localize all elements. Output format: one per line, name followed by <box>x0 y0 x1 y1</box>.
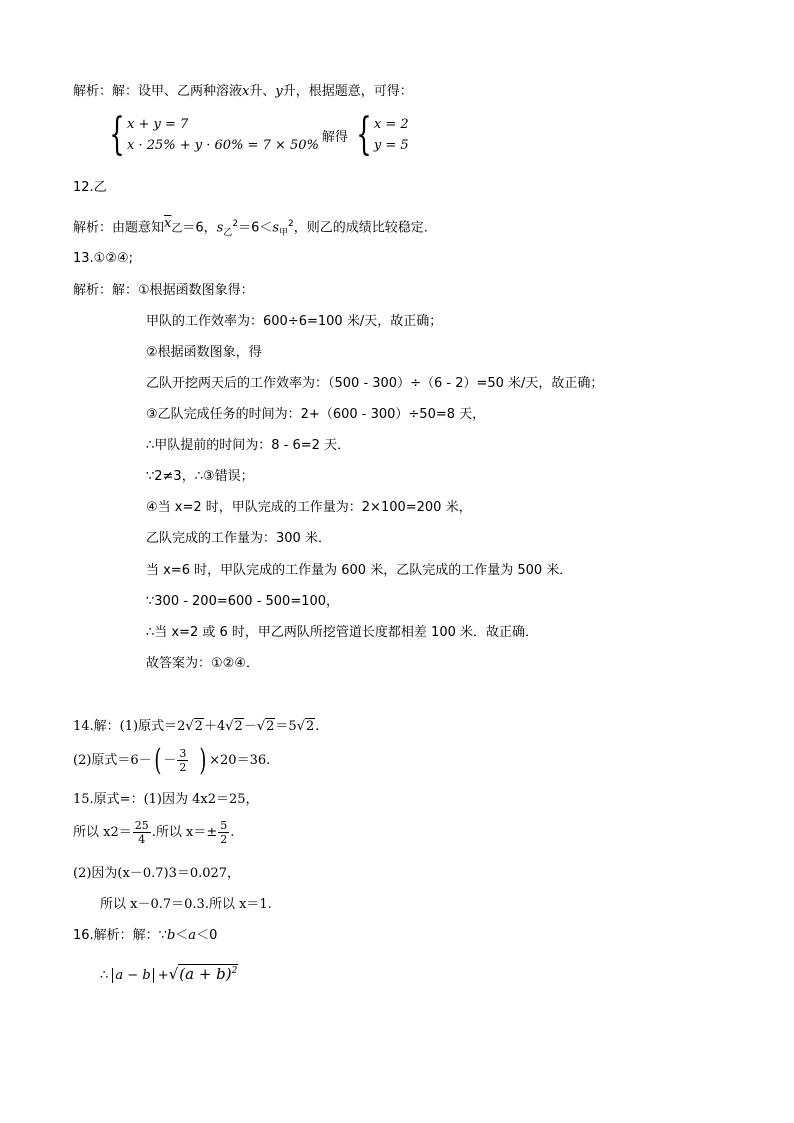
q13-line-8: 乙队完成的工作量为：300 米． <box>146 531 331 546</box>
q14-sqrt-1: √2 <box>185 719 203 734</box>
q14-paren-close: ) <box>199 742 207 778</box>
q11-brace-right: { <box>356 109 372 160</box>
q14-sqrt-3: √2 <box>256 719 275 734</box>
q14-text-e: . <box>315 719 320 734</box>
q12-xbar <box>164 216 171 231</box>
q12-text-c: ＝6＜ <box>238 220 273 236</box>
q13-line-0: 解析：解：①根据函数图象得： <box>73 283 254 298</box>
q13-line-2: ②根据函数图象，得 <box>146 345 262 360</box>
q11-sol1: x = 2 <box>373 117 409 132</box>
q15-line-1: 15.原式=：(1)因为 4x2＝25， <box>73 792 259 807</box>
q13-line-3: 乙队开挖两天后的工作效率为：（500 - 300）÷（6 - 2）=50 米/天，故正确； <box>146 376 604 391</box>
q14-sqrt-4: √2 <box>296 719 315 734</box>
q15-fraction-1 <box>133 819 151 846</box>
q15-line-4: 所以 x－0.7＝0.3.所以 x＝1. <box>100 897 272 912</box>
q13-line-11: ∴当 x=2 或 6 时，甲乙两队所挖管道长度都相差 100 米．故正确． <box>146 625 539 640</box>
q15-frac1-den: 4 <box>138 833 146 846</box>
q15-text-a: 所以 x2＝ <box>73 825 132 840</box>
q11-text-b: 升、 <box>249 84 276 99</box>
q16-plus: + <box>157 968 169 983</box>
q13-line-1: 甲队的工作效率为：600÷6=100 米/天，故正确； <box>146 314 443 329</box>
q14-text-g: ×20＝36. <box>209 753 271 768</box>
q11-text-a: 解析：解：设甲、乙两种溶液 <box>73 84 243 99</box>
q11-solve-label: 解得 <box>321 129 348 145</box>
q11-var-y: y <box>275 84 283 99</box>
q13-line-10: ∵300 - 200=600 - 500=100， <box>146 594 340 609</box>
q14-text-d: ＝5 <box>275 719 297 734</box>
q16-abs-value: a − b <box>112 968 153 983</box>
q11-eq1: x + y = 7 <box>127 117 189 132</box>
q15-fraction-2 <box>218 819 229 846</box>
q16-var-a: a <box>188 928 197 943</box>
q14-fraction <box>177 747 188 774</box>
q13-title: 13.①②④; <box>73 251 134 266</box>
q15-text-b: .所以 x＝± <box>151 825 218 840</box>
q11-analysis-line <box>73 84 413 100</box>
q14-rad-4: 2 <box>305 719 315 734</box>
q15-text-c: . <box>230 825 235 840</box>
q14-line-1 <box>73 719 319 735</box>
q16-line-1 <box>73 928 217 944</box>
q12-sup-2b: 2 <box>288 219 294 229</box>
q16-text-a: 16.解析：解：∵ <box>73 928 167 943</box>
q11-eq2: x · 25% + y · 60% = 7 × 50% <box>127 138 319 153</box>
q12-sub-yi-1: 乙 <box>171 221 183 235</box>
q16-sqrt: $√(a + b)^2$ <box>168 965 238 983</box>
q14-rad-2: 2 <box>234 719 243 734</box>
q14-frac-den: 2 <box>179 761 187 774</box>
q14-rad-1: 2 <box>194 719 203 734</box>
q16-var-b: b <box>166 928 176 943</box>
q14-rad-3: 2 <box>266 719 275 734</box>
q12-sub-jia: 甲 <box>279 227 289 238</box>
q13-line-12: 故答案为：①②④． <box>146 656 259 671</box>
q12-sup-2a: 2 <box>232 219 239 229</box>
q16-radicand <box>178 964 238 983</box>
q14-text-a: 14.解：(1)原式＝2 <box>73 719 186 734</box>
q12-analysis-line <box>73 216 428 241</box>
q14-minus: － <box>163 753 177 768</box>
q16-lt-2: ＜0 <box>196 928 218 943</box>
q14-line-2 <box>73 744 270 778</box>
q12-s-jia: s <box>272 220 280 236</box>
q16-rad-sq: 2 <box>231 966 238 976</box>
q12-title: 12.乙 <box>73 180 107 195</box>
q15-frac1-num: 25 <box>134 819 149 832</box>
q16-therefore: ∴ <box>100 968 109 983</box>
q12-text-a: 解析：由题意知 <box>73 220 165 236</box>
q13-line-6: ∵2≠3，∴③错误； <box>146 469 254 484</box>
q14-text-b: ＋4 <box>203 719 226 734</box>
q13-line-4: ③乙队完成任务的时间为：2+（600 - 300）÷50=8 天， <box>146 407 486 422</box>
q14-text-f: (2)原式＝6－ <box>73 753 152 768</box>
q14-text-c: － <box>243 719 257 734</box>
q15-line-2 <box>73 816 234 850</box>
q11-equation-system <box>103 109 409 160</box>
q16-line-2 <box>100 960 238 987</box>
q12-sub-yi-2: 乙 <box>223 227 233 238</box>
q11-brace-left: { <box>109 109 125 160</box>
q13-line-9: 当 x=6 时，甲队完成的工作量为 600 米，乙队完成的工作量为 500 米． <box>146 563 573 578</box>
q12-text-b: ＝6， <box>182 220 217 236</box>
q14-sqrt-2: √2 <box>225 719 243 734</box>
q13-line-7: ④当 x=2 时，甲队完成的工作量为：2×100=200 米， <box>146 500 472 515</box>
q11-var-x: x <box>242 84 250 99</box>
q15-line-3: (2)因为(x－0.7)3＝0.027， <box>73 866 241 881</box>
q16-lt-1: ＜ <box>175 928 189 943</box>
q15-frac2-den: 2 <box>220 833 228 846</box>
q12-xbar-x: $\overline{x}$ <box>164 216 172 232</box>
q11-sol2: y = 5 <box>373 138 409 153</box>
q14-paren-open: ( <box>154 742 162 778</box>
q13-line-5: ∴甲队提前的时间为：8 - 6=2 天． <box>146 438 351 453</box>
q16-rad-expr: (a + b) <box>179 965 232 983</box>
q14-frac-num: 3 <box>179 747 187 760</box>
q12-s-yi: s <box>216 220 224 236</box>
q11-text-c: 升，根据题意，可得： <box>282 84 413 99</box>
q15-frac2-num: 5 <box>220 819 228 832</box>
q12-text-d: ，则乙的成绩比较稳定. <box>293 220 428 236</box>
